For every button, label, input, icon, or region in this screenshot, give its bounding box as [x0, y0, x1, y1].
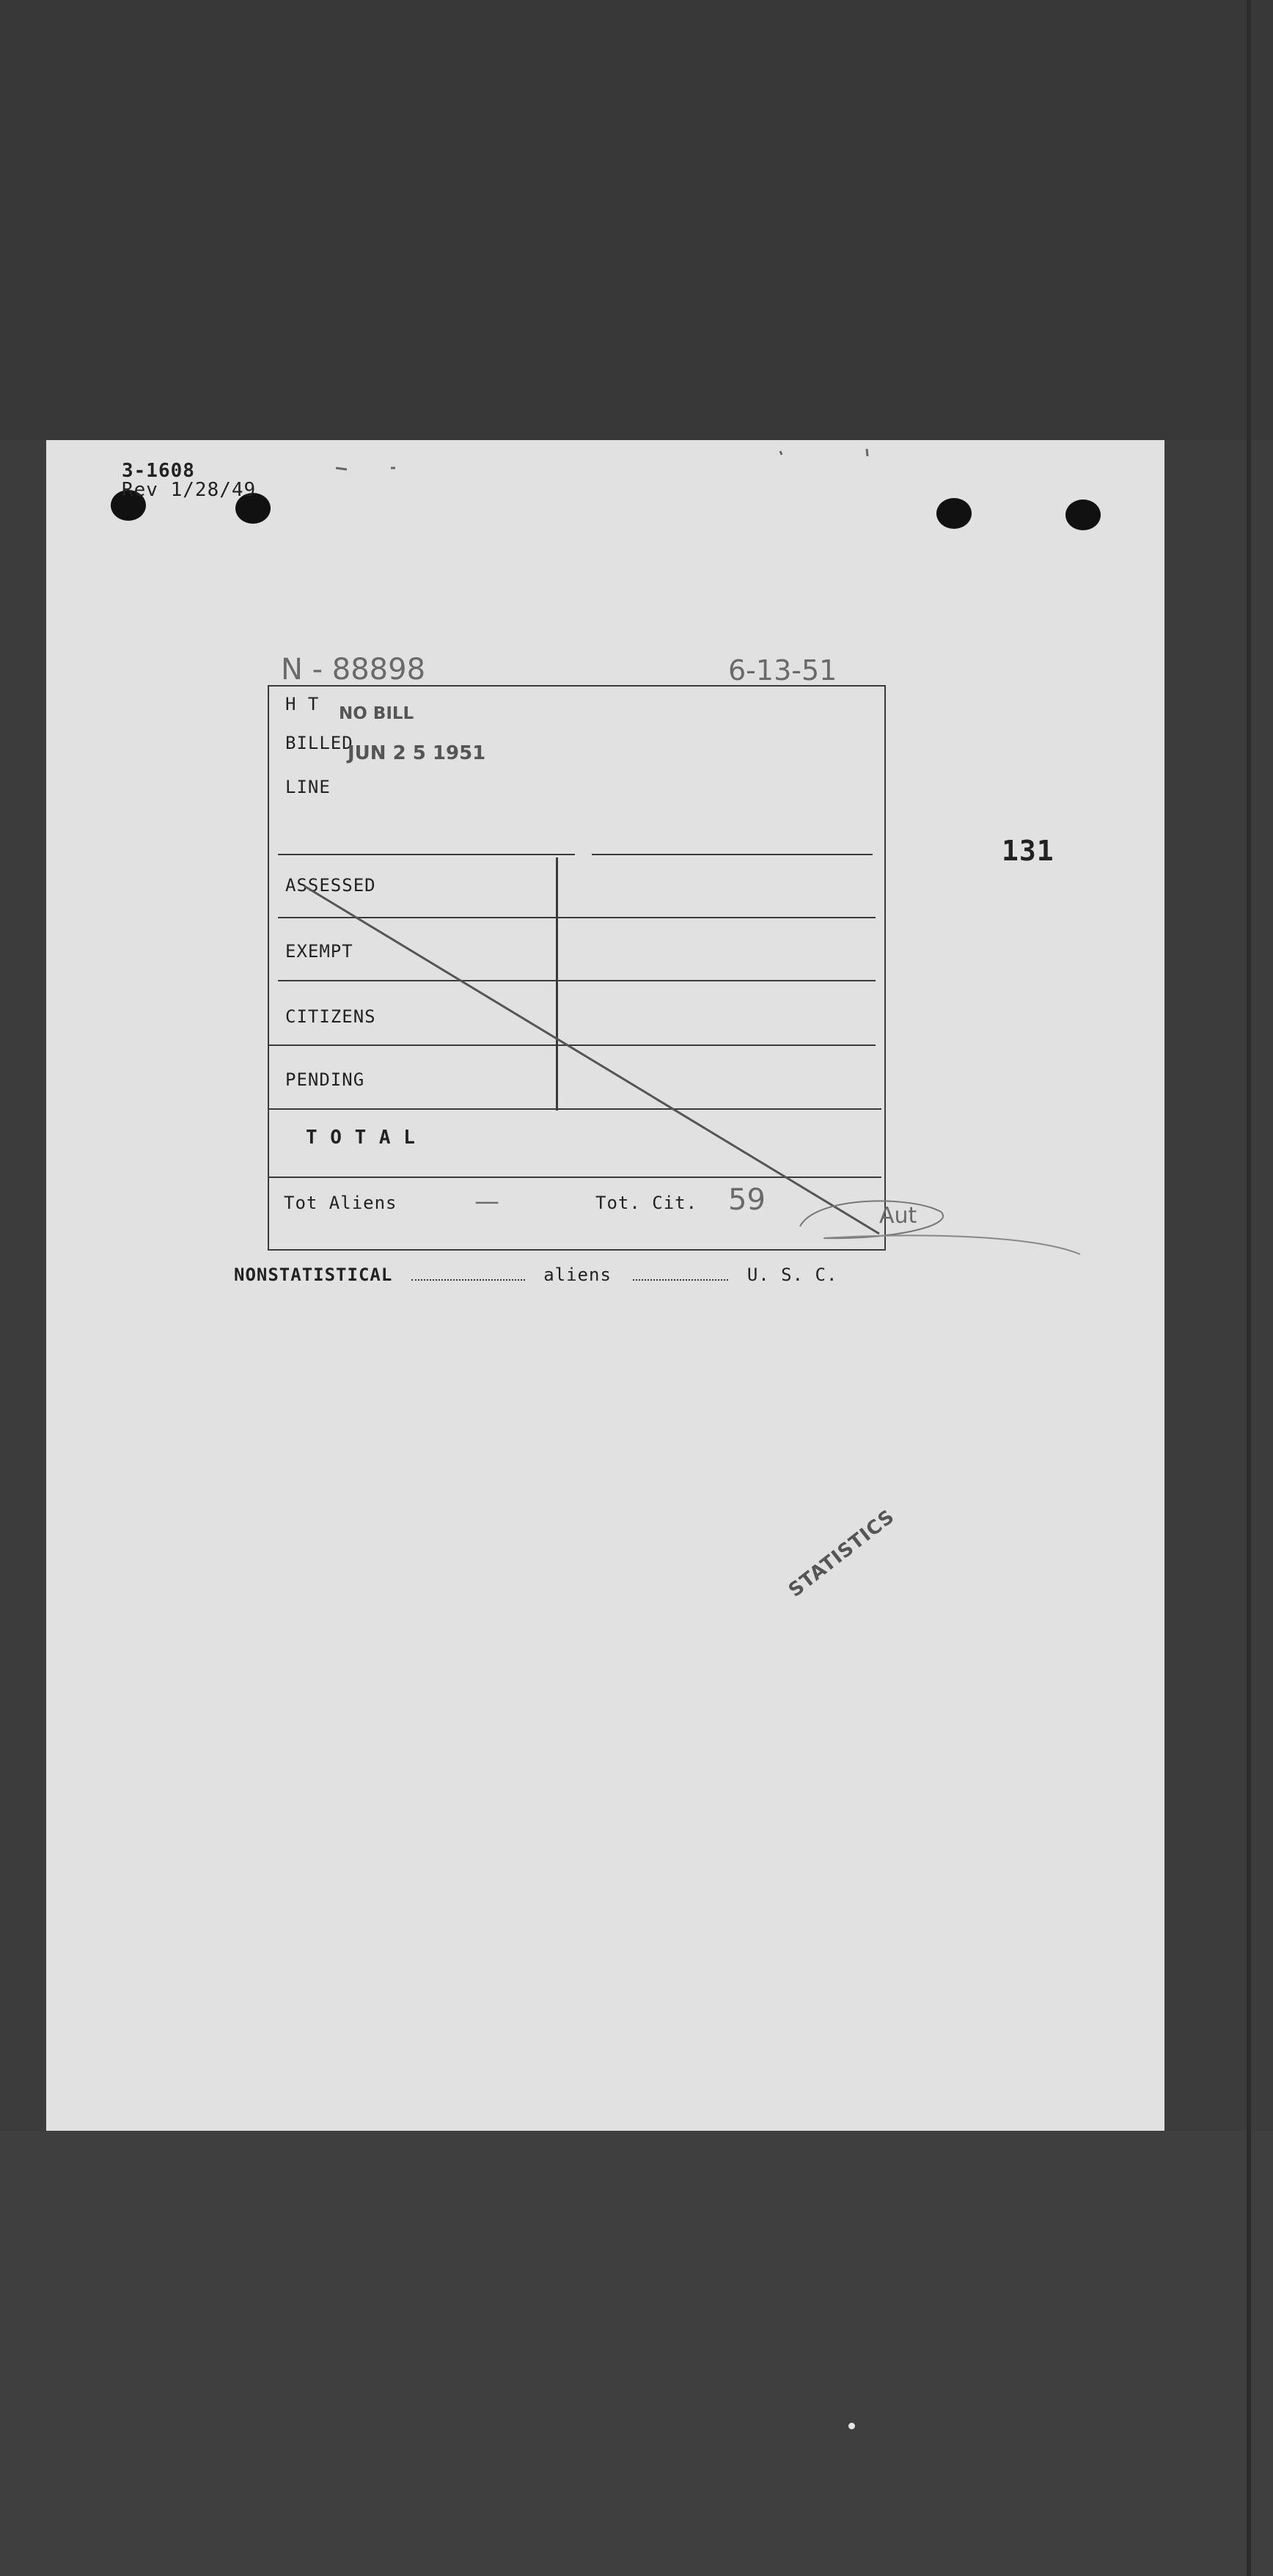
total-label: T O T A L: [306, 1127, 416, 1149]
usc-label: U. S. C.: [746, 1265, 838, 1285]
pencil-marks: [46, 440, 1164, 2131]
form-number: 3-1608: [122, 460, 195, 482]
row-label-assessed: ASSESSED: [285, 875, 376, 896]
tot-cit-value: 59: [728, 1183, 766, 1217]
no-bill-stamp: NO BILL: [339, 704, 414, 723]
row-label-pending: PENDING: [285, 1069, 365, 1090]
film-speck: [848, 2423, 855, 2429]
tot-cit-label: Tot. Cit.: [595, 1193, 698, 1213]
film-edge: [1247, 0, 1251, 2576]
handwritten-initials: Aut: [879, 1203, 917, 1229]
nonstatistical-label: NONSTATISTICAL: [234, 1265, 393, 1285]
billed-date-stamp: JUN 2 5 1951: [348, 742, 486, 764]
row-label-citizens: CITIZENS: [285, 1006, 376, 1027]
line-label: LINE: [285, 777, 331, 797]
paper-specks: [336, 449, 867, 469]
statistics-stamp: STATISTICS: [785, 1505, 899, 1602]
page-number: 131: [1002, 835, 1054, 867]
signature-loop: [800, 1201, 943, 1238]
document-page: [46, 440, 1164, 2131]
tot-aliens-value: —: [474, 1187, 499, 1216]
aliens-label: aliens: [543, 1265, 612, 1285]
signature-tail: [823, 1235, 1080, 1254]
handwritten-date: 6-13-51: [728, 654, 837, 687]
tot-aliens-label: Tot Aliens: [284, 1193, 397, 1213]
film-border-top: [0, 0, 1273, 440]
handwritten-file-number: N - 88898: [281, 653, 426, 687]
billed-label: BILLED: [285, 733, 353, 753]
diagonal-cancel-line: [304, 886, 879, 1234]
form-revision: Rev 1/28/49: [122, 479, 257, 501]
film-border-bottom: [0, 2131, 1273, 2576]
section-heading: H T: [285, 694, 320, 714]
row-label-exempt: EXEMPT: [285, 941, 353, 962]
